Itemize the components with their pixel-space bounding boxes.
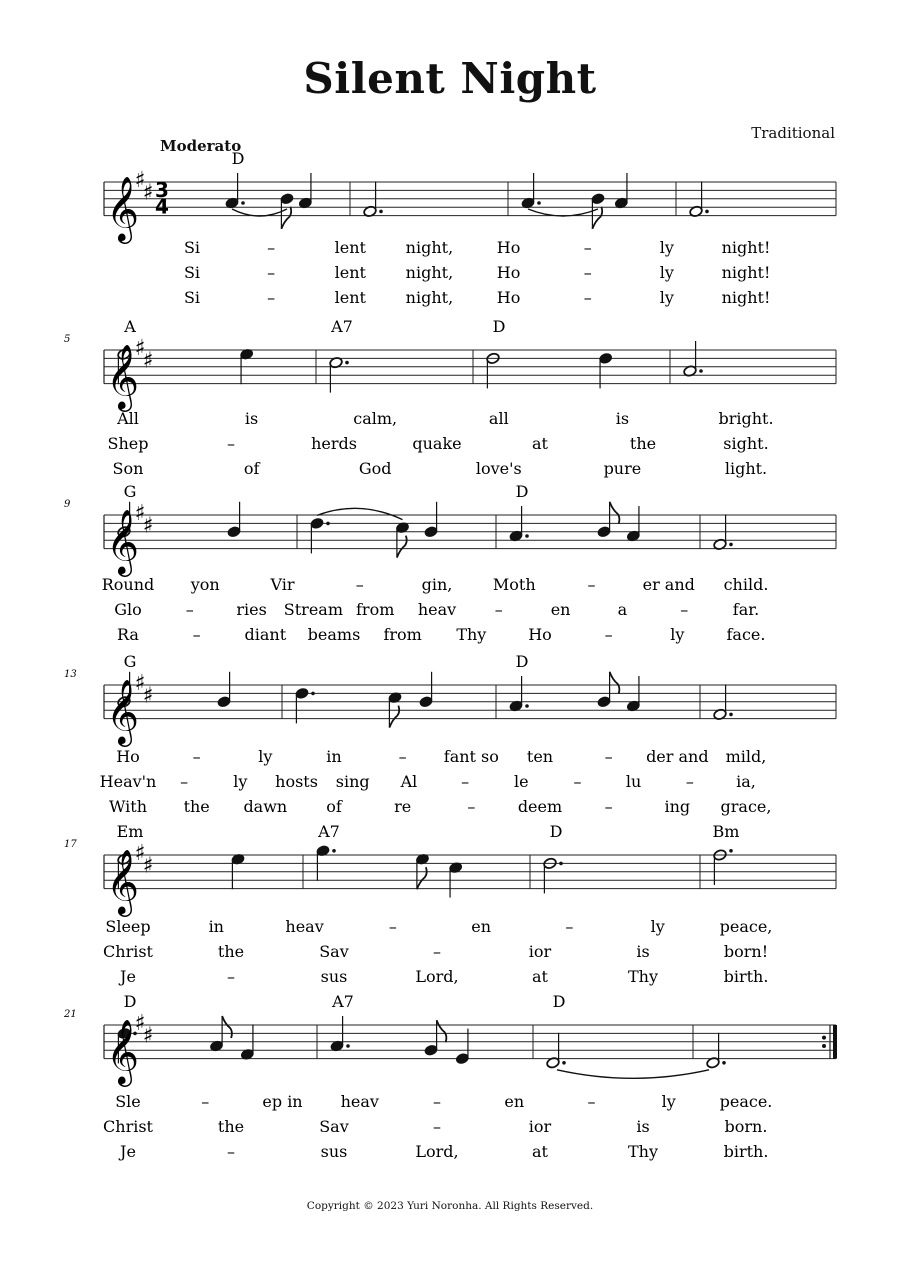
staff-system	[104, 341, 836, 393]
chord-symbol: D	[231, 149, 245, 168]
key-sharp-f-icon: ♯	[134, 168, 146, 193]
lyric-syllable: from	[356, 600, 395, 619]
treble-clef-icon: 𝄞	[106, 1019, 140, 1085]
lyric-hyphen: –	[267, 238, 276, 257]
lyric-syllable: dawn	[243, 797, 288, 816]
lyric-syllable: heav	[340, 1092, 379, 1111]
lyric-syllable: born!	[723, 942, 769, 961]
lyric-syllable: of	[326, 797, 342, 816]
note-flag	[610, 672, 620, 694]
lyric-syllable: ior	[528, 942, 552, 961]
chord-symbol: A7	[318, 822, 340, 841]
lyric-syllable: peace.	[719, 1092, 773, 1111]
note-dot	[562, 1061, 566, 1065]
treble-clef-icon: 𝄞	[106, 849, 140, 915]
lyric-hyphen: –	[680, 600, 689, 619]
slur	[232, 209, 287, 216]
slur	[528, 209, 598, 216]
lyric-hyphen: –	[185, 600, 194, 619]
lyric-hyphen: –	[398, 747, 407, 766]
copyright-notice: Copyright © 2023 Yuri Noronha. All Rights Reserved.	[306, 1200, 594, 1212]
chord-symbol: Bm	[712, 822, 740, 841]
lyric-syllable: the	[217, 942, 245, 961]
lyric-syllable: Sleep	[105, 917, 151, 936]
lyric-hyphen: –	[461, 772, 470, 791]
lyric-syllable: ten	[526, 747, 554, 766]
lyric-hyphen: –	[573, 772, 582, 791]
lyric-syllable: Je	[120, 1142, 136, 1161]
lyric-syllable: Sav	[319, 1117, 349, 1136]
lyric-syllable: Thy	[456, 625, 487, 644]
note-dot	[326, 522, 330, 526]
chord-symbol: A7	[332, 992, 354, 1011]
lyric-syllable: in	[326, 747, 342, 766]
lyric-syllable: night,	[405, 288, 454, 307]
lyric-syllable: in	[208, 917, 224, 936]
lyric-syllable: yon	[190, 575, 220, 594]
chord-symbol: G	[123, 652, 137, 671]
lyric-syllable: Vir	[270, 575, 295, 594]
lyric-syllable: night,	[405, 263, 454, 282]
lyric-hyphen: –	[583, 263, 592, 282]
key-sharp-c-icon: ♯	[142, 853, 154, 879]
note-dot	[699, 369, 703, 373]
lyric-syllable: lent	[334, 238, 366, 257]
tie	[557, 1070, 709, 1079]
lyric-syllable: the	[217, 1117, 245, 1136]
note-dot	[729, 713, 733, 717]
lyric-hyphen: –	[587, 575, 596, 594]
tempo-marking: Moderato	[160, 137, 242, 155]
lyric-syllable: re	[394, 797, 412, 816]
lyric-syllable: Sav	[319, 942, 349, 961]
measure-number: 9	[64, 499, 71, 510]
lyric-syllable: bright.	[718, 409, 774, 428]
lyric-syllable: night!	[721, 238, 771, 257]
key-sharp-c-icon: ♯	[142, 683, 154, 709]
lyric-syllable: lent	[334, 263, 366, 282]
lyric-syllable: Moth	[492, 575, 536, 594]
lyric-syllable: at	[532, 1142, 548, 1161]
chord-symbol: D	[515, 652, 529, 671]
lyric-syllable: diant	[244, 625, 287, 644]
lyric-syllable: sing	[335, 772, 370, 791]
final-barline	[833, 1025, 837, 1059]
lyric-hyphen: –	[494, 600, 503, 619]
lyric-syllable: night!	[721, 288, 771, 307]
lyric-syllable: is	[636, 942, 650, 961]
page-title: Silent Night	[303, 54, 597, 103]
repeat-dot	[822, 1036, 826, 1040]
lyric-syllable: Ho	[496, 238, 521, 257]
lyric-syllable: Je	[120, 967, 136, 986]
lyric-syllable: at	[532, 967, 548, 986]
key-sharp-c-icon: ♯	[142, 513, 154, 539]
lyric-syllable: beams	[307, 625, 361, 644]
lyric-syllable: all	[488, 409, 509, 428]
lyric-syllable: peace,	[719, 917, 773, 936]
time-signature-top: 3	[155, 177, 169, 202]
lyric-syllable: Christ	[103, 1117, 153, 1136]
lyric-syllable: mild,	[725, 747, 767, 766]
lyric-syllable: ly	[659, 238, 674, 257]
lyric-syllable: ing	[664, 797, 691, 816]
lyric-hyphen: –	[685, 772, 694, 791]
note-dot	[559, 862, 563, 866]
lyric-syllable: lu	[625, 772, 642, 791]
note-dot	[311, 692, 315, 696]
note-dot	[537, 201, 541, 205]
lyric-syllable: far.	[732, 600, 760, 619]
note-flag	[389, 706, 399, 728]
lyric-syllable: ly	[670, 625, 685, 644]
lyric-syllable: le	[513, 772, 529, 791]
note-dot	[241, 201, 245, 205]
note-flag	[610, 502, 620, 524]
measure-number: 13	[64, 669, 77, 680]
chord-symbol: Em	[116, 822, 144, 841]
lyric-syllable: Lord,	[415, 1142, 459, 1161]
lyric-syllable: is	[244, 409, 259, 428]
chord-symbol: D	[552, 992, 566, 1011]
lyric-syllable: grace,	[720, 797, 772, 816]
note-dot	[332, 849, 336, 853]
lyric-syllable: night!	[721, 263, 771, 282]
lyric-syllable: sus	[320, 967, 348, 986]
lyric-syllable: en	[471, 917, 492, 936]
lyric-syllable: the	[183, 797, 210, 816]
lyric-syllable: Si	[183, 238, 201, 257]
lyric-syllable: ior	[528, 1117, 552, 1136]
treble-clef-icon: 𝄞	[106, 176, 140, 242]
staff-system	[104, 672, 836, 728]
lyric-syllable: er and	[642, 575, 695, 594]
lyric-syllable: ly	[650, 917, 665, 936]
staff-system	[104, 502, 836, 558]
note-dot	[345, 361, 349, 365]
lyric-syllable: pure	[603, 459, 642, 478]
lyric-syllable: Thy	[627, 967, 659, 986]
lyric-syllable: der and	[646, 747, 709, 766]
chord-symbol: A	[124, 317, 136, 336]
chord-symbol: D	[515, 482, 529, 501]
lyric-syllable: Si	[183, 263, 201, 282]
key-sharp-f-icon: ♯	[134, 671, 146, 696]
lyric-syllable: night,	[405, 238, 454, 257]
lyric-syllable: Lord,	[415, 967, 459, 986]
lyric-syllable: is	[636, 1117, 650, 1136]
lyric-syllable: birth.	[723, 1142, 769, 1161]
lyric-syllable: at	[532, 434, 548, 453]
lyric-syllable: from	[383, 625, 422, 644]
lyric-syllable: of	[243, 459, 260, 478]
key-sharp-f-icon: ♯	[134, 336, 146, 361]
lyric-syllable: ly	[659, 263, 674, 282]
lyric-syllable: face.	[726, 625, 766, 644]
lyric-hyphen: –	[433, 1092, 441, 1111]
lyric-syllable: Ho	[496, 263, 521, 282]
lyric-syllable: ly	[661, 1092, 676, 1111]
lyric-syllable: Son	[112, 459, 144, 478]
lyric-syllable: ia,	[736, 772, 756, 791]
note-dot	[525, 534, 529, 538]
lyric-syllable: ly	[258, 747, 273, 766]
lyric-hyphen: –	[604, 625, 613, 644]
lyric-syllable: Ra	[117, 625, 139, 644]
lyric-hyphen: –	[467, 797, 476, 816]
chord-symbol: D	[123, 992, 137, 1011]
staff-system	[104, 845, 836, 898]
lyric-hyphen: –	[192, 747, 201, 766]
lyric-syllable: is	[615, 409, 630, 428]
lyric-syllable: love's	[475, 459, 522, 478]
lyric-hyphen: –	[433, 942, 441, 961]
lyric-hyphen: –	[192, 625, 201, 644]
key-sharp-c-icon: ♯	[142, 348, 154, 374]
key-sharp-f-icon: ♯	[134, 841, 146, 866]
lyric-hyphen: –	[355, 575, 364, 594]
lyric-hyphen: –	[604, 747, 613, 766]
lyric-syllable: Ho	[496, 288, 521, 307]
lyric-syllable: sus	[320, 1142, 348, 1161]
lyric-hyphen: –	[583, 238, 592, 257]
lyric-hyphen: –	[201, 1092, 210, 1111]
chord-symbol: D	[549, 822, 563, 841]
lyric-syllable: the	[629, 434, 657, 453]
note-flag	[437, 1020, 447, 1042]
lyric-syllable: With	[108, 797, 148, 816]
lyric-syllable: heav	[417, 600, 457, 619]
lyric-hyphen: –	[433, 1117, 441, 1136]
lyric-syllable: Heav'n	[99, 772, 157, 791]
measure-number: 5	[64, 334, 71, 345]
lyric-syllable: herds	[311, 434, 357, 453]
lyric-hyphen: –	[583, 288, 592, 307]
repeat-dot	[822, 1044, 826, 1048]
lyric-syllable: ly	[659, 288, 674, 307]
key-sharp-f-icon: ♯	[134, 501, 146, 526]
note-dot	[379, 210, 383, 214]
chord-symbol: G	[123, 482, 137, 501]
lyric-syllable: calm,	[353, 409, 398, 428]
staff-system	[104, 1016, 837, 1078]
lyric-hyphen: –	[388, 917, 397, 936]
lyric-syllable: birth.	[723, 967, 769, 986]
lyric-syllable: a	[617, 600, 628, 619]
lyric-hyphen: –	[227, 1142, 235, 1161]
lyric-syllable: quake	[412, 434, 462, 453]
chord-symbol: A7	[331, 317, 353, 336]
lyric-syllable: ries	[236, 600, 267, 619]
lyric-syllable: Ho	[116, 747, 140, 766]
key-sharp-c-icon: ♯	[142, 1023, 154, 1049]
lyric-syllable: Ho	[528, 625, 552, 644]
lyric-hyphen: –	[267, 288, 276, 307]
lyric-hyphen: –	[227, 434, 235, 453]
lyric-syllable: Thy	[627, 1142, 659, 1161]
note-dot	[705, 210, 709, 214]
key-sharp-c-icon: ♯	[142, 180, 154, 206]
note-flag	[222, 1016, 232, 1038]
lyric-syllable: lent	[334, 288, 366, 307]
lyric-syllable: born.	[724, 1117, 768, 1136]
note-dot	[729, 849, 733, 853]
note-dot	[346, 1044, 350, 1048]
treble-clef-icon: 𝄞	[106, 344, 140, 410]
lyric-syllable: sight.	[723, 434, 769, 453]
lyric-syllable: All	[117, 409, 139, 428]
composer-credit: Traditional	[751, 124, 835, 142]
lyric-syllable: Christ	[103, 942, 153, 961]
lyric-syllable: hosts	[275, 772, 318, 791]
lyric-syllable: Sle	[115, 1092, 141, 1111]
note-dot	[525, 704, 529, 708]
lyric-syllable: en	[550, 600, 571, 619]
treble-clef-icon: 𝄞	[106, 509, 140, 575]
lyric-syllable: fant so	[443, 747, 499, 766]
lyric-hyphen: –	[267, 263, 276, 282]
measure-number: 21	[64, 1009, 77, 1020]
lyric-syllable: Glo	[114, 600, 142, 619]
lyric-syllable: heav	[285, 917, 324, 936]
chord-symbol: D	[492, 317, 506, 336]
lyric-hyphen: –	[227, 967, 235, 986]
lyric-syllable: Stream	[283, 600, 344, 619]
lyric-syllable: deem	[517, 797, 563, 816]
lyric-hyphen: –	[180, 772, 189, 791]
note-flag	[397, 536, 407, 558]
slur	[317, 508, 403, 519]
lyric-syllable: gin,	[421, 575, 453, 594]
lyric-hyphen: –	[565, 917, 574, 936]
lyric-syllable: child.	[723, 575, 769, 594]
note-flag	[417, 867, 427, 889]
lyric-syllable: Al	[400, 772, 418, 791]
lyric-syllable: light.	[724, 459, 768, 478]
lyric-syllable: ly	[233, 772, 248, 791]
time-signature-bottom: 4	[155, 194, 169, 219]
lyric-syllable: en	[504, 1092, 525, 1111]
staff-system	[104, 173, 836, 229]
key-sharp-f-icon: ♯	[134, 1011, 146, 1036]
treble-clef-icon: 𝄞	[106, 679, 140, 745]
lyric-syllable: Si	[183, 288, 201, 307]
lyric-syllable: Round	[101, 575, 155, 594]
measure-number: 17	[64, 839, 77, 850]
note-dot	[729, 543, 733, 547]
lyric-syllable: God	[358, 459, 392, 478]
lyric-hyphen: –	[604, 797, 613, 816]
note-dot	[722, 1061, 726, 1065]
lyric-hyphen: –	[587, 1092, 596, 1111]
lyric-syllable: ep in	[262, 1092, 303, 1111]
lyric-syllable: Shep	[107, 434, 149, 453]
